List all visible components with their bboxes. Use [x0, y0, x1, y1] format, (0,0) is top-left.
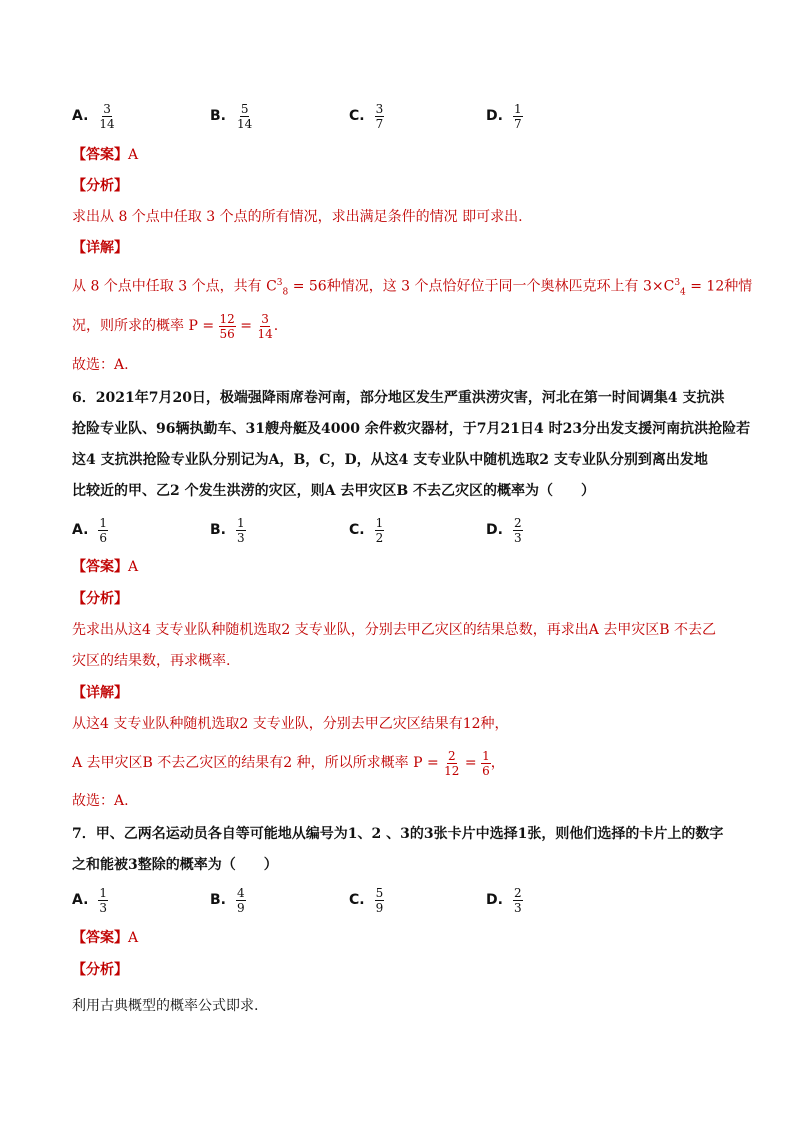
- answer-value: A: [128, 147, 139, 163]
- option-fraction: $\frac{1}{7}$: [513, 101, 522, 131]
- probability-fraction: $\frac{12}{56}$: [219, 311, 235, 341]
- option-fraction: $\frac{1}{6}$: [99, 515, 108, 545]
- option-fraction: $\frac{3}{7}$: [375, 101, 384, 131]
- q6-analysis-line-2: 灾区的结果数，再求概率.: [72, 653, 231, 669]
- probability-fraction: $\frac{1}{6}$: [482, 748, 490, 778]
- q5-analysis-tag: 【分析】: [72, 178, 128, 194]
- q5-choice: 故选：A.: [72, 357, 129, 373]
- q6-detail-line-2: A 去甲灾区B 不去乙灾区的结果有2 种，所以所求概率 P = $\frac{2}{12}$ = $\frac{1}{6}$ ，: [72, 748, 505, 778]
- option-fraction: $\frac{2}{3}$: [513, 885, 522, 915]
- q7-stem-line-1: 7．甲、乙两名运动员各自等可能地从编号为1、2 、3的3张卡片中选择1张，则他们选择的卡片上的数字: [72, 826, 724, 842]
- option-fraction: $\frac{1}{2}$: [375, 515, 384, 545]
- q6-option-b[interactable]: [210, 512, 246, 548]
- q6-analysis-line-1: 先求出从这4 支专业队种随机选取2 支专业队，分别去甲乙灾区的结果总数，再求出A 去甲灾区B 不去乙: [72, 622, 717, 638]
- q6-choice: 故选：A.: [72, 793, 129, 809]
- option-fraction: $\frac{1}{3}$: [237, 515, 245, 545]
- option-fraction: $\frac{5}{14}$: [237, 101, 253, 131]
- q6-answer: [72, 558, 138, 576]
- option-label: A.: [72, 892, 89, 908]
- option-fraction: $\frac{1}{3}$: [99, 885, 108, 915]
- q7-option-a[interactable]: [72, 882, 108, 918]
- probability-fraction: $\frac{3}{14}$: [257, 311, 273, 341]
- option-fraction: $\frac{4}{9}$: [237, 885, 245, 915]
- q7-analysis-text: 利用古典概型的概率公式即求.: [72, 998, 259, 1014]
- q6-stem-line-4: 比较近的甲、乙2 个发生洪涝的灾区，则A 去甲灾区B 不去乙灾区的概率为（ ）: [72, 483, 596, 499]
- q6-options: [72, 512, 732, 548]
- q6-option-a[interactable]: [72, 512, 108, 548]
- q6-stem-line-3: 这4 支抗洪抢险专业队分别记为A，B，C，D，从这4 支专业队中随机选取2 支专业队分别到离出发地: [72, 452, 708, 468]
- q7-option-b[interactable]: [210, 882, 246, 918]
- q7-option-d[interactable]: [486, 882, 523, 918]
- option-label: C.: [349, 108, 365, 124]
- q5-option-d[interactable]: [486, 98, 523, 134]
- option-label: B.: [210, 108, 226, 124]
- q6-option-c[interactable]: [349, 512, 384, 548]
- option-label: A.: [72, 522, 89, 538]
- q6-analysis-tag: 【分析】: [72, 591, 128, 607]
- q5-option-b[interactable]: [210, 98, 253, 134]
- option-label: A.: [72, 108, 89, 124]
- q7-option-c[interactable]: [349, 882, 384, 918]
- option-label: D.: [486, 522, 503, 538]
- answer-tag: 【答案】: [72, 147, 128, 163]
- option-label: D.: [486, 108, 503, 124]
- q5-answer: [72, 146, 138, 164]
- q6-detail-line-1: 从这4 支专业队种随机选取2 支专业队，分别去甲乙灾区结果有12种，: [72, 716, 509, 732]
- answer-value: A: [128, 930, 139, 946]
- option-label: C.: [349, 892, 365, 908]
- q5-options: [72, 98, 732, 134]
- option-fraction: $\frac{2}{3}$: [513, 515, 522, 545]
- q5-analysis-text: 求出从 8 个点中任取 3 个点的所有情况，求出满足条件的情况 即可求出.: [72, 209, 523, 225]
- q5-option-c[interactable]: [349, 98, 384, 134]
- probability-fraction: $\frac{2}{12}$: [444, 748, 460, 778]
- q5-detail-line-2: 况，则所求的概率 P = $\frac{12}{56}$ = $\frac{3}{14}$ .: [72, 311, 279, 341]
- q5-detail-line-1: 从 8 个点中任取 3 个点，共有 $C^3_8 = 56$种情况，这 3 个点恰好位于同一个奥林匹克环上有 $3\times C^3_4 = 12$种情: [72, 278, 753, 298]
- q5-option-a[interactable]: [72, 98, 116, 134]
- option-fraction: $\frac{5}{9}$: [375, 885, 384, 915]
- q5-detail-tag: 【详解】: [72, 240, 128, 256]
- answer-value: A: [128, 559, 139, 575]
- answer-tag: 【答案】: [72, 930, 128, 946]
- q6-option-d[interactable]: [486, 512, 523, 548]
- answer-tag: 【答案】: [72, 559, 128, 575]
- option-label: D.: [486, 892, 503, 908]
- q6-stem-line-2: 抢险专业队、96辆执勤车、31艘舟艇及4000 余件救灾器材，于7月21日4 时23分出发支援河南抗洪抢险若: [72, 421, 751, 437]
- q7-analysis-tag: 【分析】: [72, 962, 128, 978]
- q6-detail-tag: 【详解】: [72, 685, 128, 701]
- q7-stem-line-2: 之和能被3整除的概率为（ ）: [72, 857, 278, 873]
- option-fraction: $\frac{3}{14}$: [99, 101, 115, 131]
- q6-stem-line-1: 6．2021年7月20日，极端强降雨席卷河南，部分地区发生严重洪涝灾害，河北在第一时间调集4 支抗洪: [72, 390, 725, 406]
- q7-options: [72, 882, 732, 918]
- option-label: B.: [210, 892, 226, 908]
- q7-answer: [72, 929, 138, 947]
- option-label: C.: [349, 522, 365, 538]
- option-label: B.: [210, 522, 226, 538]
